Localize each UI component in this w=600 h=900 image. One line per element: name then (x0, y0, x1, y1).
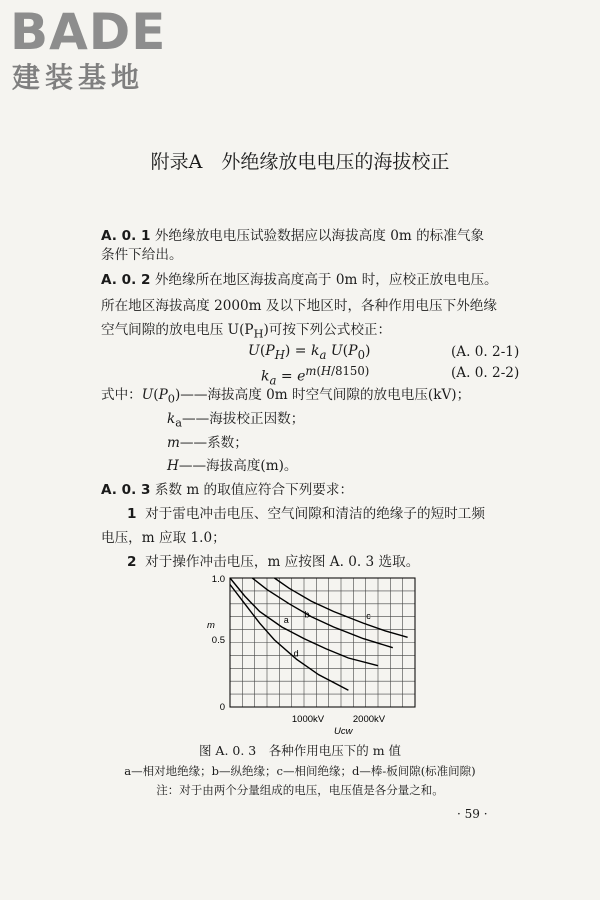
clause-text: 空气间隙的放电电压 U(P (101, 322, 254, 338)
figure-note: 注：对于由两个分量组成的电压，电压值是各分量之和。 (156, 783, 444, 797)
item-text: 对于雷电冲击电压、空气间隙和清洁的绝缘子的短时工频 (145, 506, 485, 522)
y-axis-label: m (207, 620, 215, 631)
clause-number: A. 0. 3 (101, 482, 151, 498)
clause-a03-line1 (101, 481, 353, 500)
page-title: 附录A 外绝缘放电电压的海拔校正 (150, 151, 450, 173)
x-tick-label: 1000kV (291, 714, 325, 725)
definition-h (167, 457, 298, 476)
clause-a02-line1 (101, 271, 498, 290)
symbol-u: U (141, 387, 154, 403)
item-number: 2 (127, 554, 137, 570)
item-text: 对于操作冲击电压，m 应按图 A. 0. 3 选取。 (145, 554, 420, 570)
figure-caption: 图 A. 0. 3 各种作用电压下的 m 值 (198, 743, 402, 758)
clause-a02-line2: 所在地区海拔高度 2000m 及以下地区时，各种作用电压下外绝缘 (101, 298, 497, 314)
definition-text: ——海拔校正因数； (182, 411, 305, 427)
series-line-d (230, 585, 348, 691)
subscript: H (253, 326, 264, 341)
series-label-c: c (366, 611, 371, 622)
page-number: · 59 · (457, 807, 488, 821)
definition-ka (167, 410, 304, 433)
y-tick-label: 1.0 (211, 574, 225, 585)
clause-text: )可按下列公式校正： (263, 322, 392, 338)
clause-text: 系数 m 的取值应符合下列要求： (154, 482, 354, 498)
clause-a01-line2: 条件下给出。 (101, 247, 183, 263)
clause-number: A. 0. 1 (101, 228, 151, 244)
equation-2-label: (A. 0. 2-2) (451, 365, 520, 381)
subscript: a (175, 415, 183, 430)
series-label-d: d (293, 648, 299, 659)
symbol-k: k (167, 411, 176, 427)
equation-2: $k_a = e^{m(H/8150)}$ (261, 364, 370, 388)
item-1-line1 (127, 505, 485, 524)
definition-m (167, 434, 248, 453)
symbol-p: P (158, 387, 168, 403)
series-label-b: b (304, 609, 310, 620)
x-axis-label: Ucw (334, 726, 353, 737)
series-line-b (252, 578, 393, 648)
definition-text: ——海拔高度(m)。 (178, 458, 298, 474)
y-tick-label: 0 (219, 702, 225, 713)
definition-text: ——系数； (179, 435, 248, 451)
equation-1: $U(P_H) = k_a$ $U(P_0)$ (248, 343, 371, 362)
item-1-line2: 电压，m 应取 1.0； (101, 530, 226, 546)
symbol-m: m (167, 435, 180, 451)
clause-a01-line1 (101, 227, 484, 246)
x-tick-label: 2000kV (352, 714, 386, 725)
equation-1-label: (A. 0. 2-1) (451, 344, 520, 360)
chart-grid (230, 578, 415, 707)
logo-subtitle: 建装基地 (12, 61, 145, 94)
where-label: 式中： (101, 387, 142, 403)
y-tick-label: 0.5 (211, 635, 225, 646)
clause-text: 外绝缘所在地区海拔高度高于 0m 时，应校正放电电压。 (154, 272, 498, 288)
symbol-h: H (167, 458, 179, 474)
clause-text: 外绝缘放电电压试验数据应以海拔高度 0m 的标准气象 (154, 228, 485, 244)
definition-u0: 式中：$U(P_0)——$海拔高度 0m 时空气间隙的放电电压(kV)； (101, 387, 471, 406)
figure-legend: a—相对地绝缘；b—纵绝缘；c—相间绝缘；d—棒-板间隙(标准间隙) (124, 764, 476, 778)
series-label-a: a (283, 615, 289, 626)
chart-curves (230, 578, 408, 690)
subscript: 0 (167, 391, 175, 406)
clause-a02-line3 (101, 321, 391, 344)
clause-number: A. 0. 2 (101, 272, 151, 288)
figure-a03-chart (200, 570, 430, 740)
item-number: 1 (127, 506, 137, 522)
definition-text: ——海拔高度 0m 时空气间隙的放电电压(kV)； (180, 387, 471, 403)
logo-wordmark: BADE (10, 3, 167, 61)
